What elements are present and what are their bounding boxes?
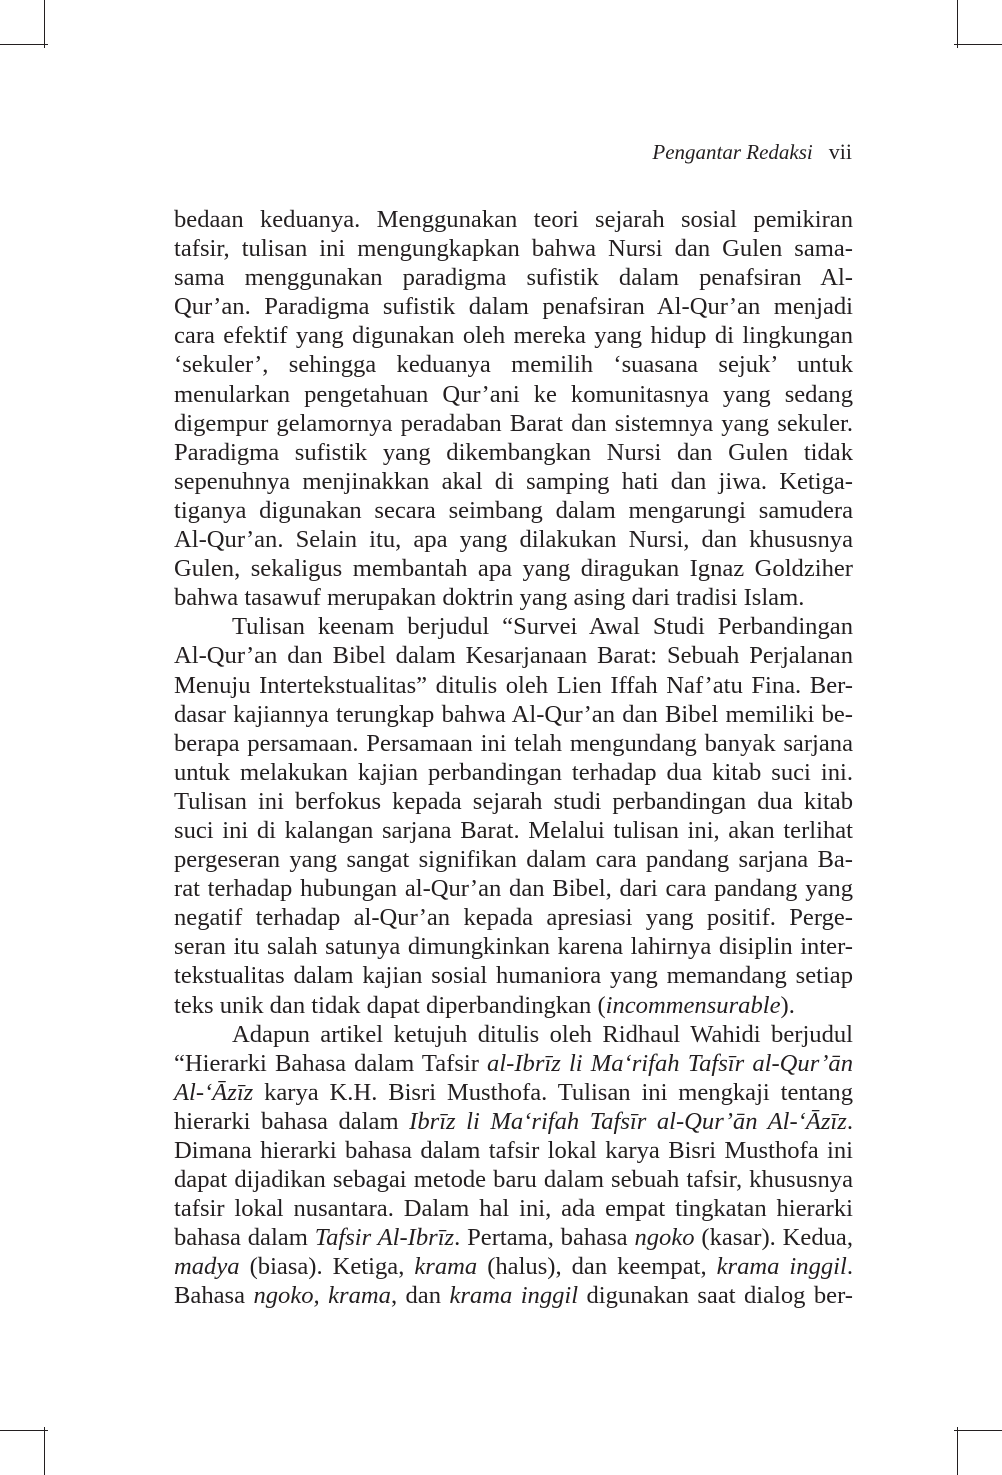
text-line: sama menggunakan paradigma sufistik dalam penafsiran Al- [174, 264, 853, 292]
italic-term: incommensurable [605, 991, 781, 1019]
italic-title: Tafsir Al-Ibrīz [314, 1224, 455, 1252]
text-line [174, 1078, 853, 1107]
text-line: pergeseran yang sangat signifikan dalam cara pandang sarjana Ba- [174, 846, 853, 874]
text-run: . [846, 1107, 853, 1135]
text-run: bahasa dalam [174, 1224, 315, 1252]
running-head-title: Pengantar Redaksi [652, 140, 813, 164]
text-line: negatif terhadap al-Qur’an kepada apresiasi yang positif. Perge- [174, 904, 853, 932]
text-line: Al-Qur’an. Selain itu, apa yang dilakukan Nursi, dan khususnya [174, 526, 853, 554]
text-line [174, 1107, 853, 1136]
italic-term: ngoko [634, 1224, 695, 1252]
text-line [174, 991, 853, 1020]
text-run: (kasar). Kedua, [694, 1224, 853, 1252]
text-line [174, 1281, 853, 1310]
text-run: teks unik dan tidak dapat diperbandingkan ( [174, 991, 606, 1019]
text-run: ). [780, 991, 795, 1019]
text-line: tafsir lokal nusantara. Dalam hal ini, ada empat tingkatan hierarki [174, 1195, 853, 1223]
crop-mark [957, 1427, 958, 1475]
italic-title: Ibrīz li Ma‘rifah Tafsīr al-Qur’ān Al-‘Āzīz [409, 1107, 847, 1135]
text-run: , dan [390, 1282, 450, 1310]
crop-mark [954, 44, 1002, 45]
text-run: hierarki bahasa dalam [174, 1107, 410, 1135]
italic-term: ngoko, krama [253, 1282, 391, 1310]
text-run: digunakan saat dialog ber- [578, 1282, 853, 1310]
crop-mark [957, 0, 958, 48]
text-line: seran itu salah satunya dimungkinkan karena lahirnya disiplin inter- [174, 933, 853, 961]
text-line: bedaan keduanya. Menggunakan teori sejarah sosial pemikiran [174, 206, 853, 233]
crop-mark [0, 44, 48, 45]
crop-mark [954, 1430, 1002, 1431]
page-number: vii [828, 139, 852, 164]
italic-term: krama inggil [449, 1282, 579, 1310]
text-line: digempur gelamornya peradaban Barat dan sistemnya yang sekuler. [174, 409, 853, 437]
text-line: tekstualitas dalam kajian sosial humaniora yang memandang setiap [174, 962, 853, 990]
text-line: Qur’an. Paradigma sufistik dalam penafsiran Al-Qur’an menjadi [174, 293, 853, 321]
text-run: “Hierarki Bahasa dalam Tafsir [174, 1049, 488, 1077]
text-line: Gulen, sekaligus membantah apa yang diragukan Ignaz Goldziher [174, 555, 853, 583]
text-line: Al-Qur’an dan Bibel dalam Kesarjanaan Barat: Sebuah Perjalanan [174, 642, 853, 670]
text-run: (halus), dan keempat, [477, 1253, 717, 1281]
text-line: rat terhadap hubungan al-Qur’an dan Bibel, dari cara pandang yang [174, 875, 853, 903]
text-line: Menuju Intertekstualitas” ditulis oleh Lien Iffah Naf’atu Fina. Ber- [174, 671, 853, 699]
text-line: Tulisan ini berfokus kepada sejarah studi perbandingan dua kitab [174, 787, 853, 815]
body-text [174, 205, 853, 1311]
text-line: suci ini di kalangan sarjana Barat. Melalui tulisan ini, akan terlihat [174, 816, 853, 844]
text-line [174, 1049, 853, 1078]
text-line: Adapun artikel ketujuh ditulis oleh Ridhaul Wahidi berjudul [232, 1020, 853, 1048]
text-line: berapa persamaan. Persamaan ini telah mengundang banyak sarjana [174, 729, 853, 757]
crop-mark [0, 1430, 48, 1431]
running-head [652, 139, 852, 165]
text-line: Tulisan keenam berjudul “Survei Awal Studi Perbandingan [232, 613, 853, 641]
text-run: Bahasa [174, 1282, 254, 1310]
text-line: menularkan pengetahuan Qur’ani ke komunitasnya yang sedang [174, 380, 853, 408]
italic-term: krama [414, 1253, 478, 1281]
text-line: bahwa tasawuf merupakan doktrin yang asing dari tradisi Islam. [174, 584, 805, 612]
crop-mark [44, 1427, 45, 1475]
text-line [174, 1252, 853, 1281]
text-run: . [846, 1253, 853, 1281]
crop-mark [44, 0, 45, 48]
text-line: Paradigma sufistik yang dikembangkan Nursi dan Gulen tidak [174, 438, 853, 466]
text-line: cara efektif yang digunakan oleh mereka yang hidup di lingkungan [174, 322, 853, 350]
text-line: tafsir, tulisan ini mengungkapkan bahwa Nursi dan Gulen sama- [174, 235, 853, 263]
text-line: tiganya digunakan secara seimbang dalam mengarungi samudera [174, 496, 853, 524]
text-run: . Pertama, bahasa [454, 1224, 635, 1252]
italic-title: al-Ibrīz li Ma‘rifah Tafsīr al-Qur’ān [487, 1049, 853, 1077]
italic-title: Al-‘Āzīz [174, 1078, 254, 1106]
text-line [174, 1223, 853, 1252]
text-line: untuk melakukan kajian perbandingan terhadap dua kitab suci ini. [174, 758, 853, 786]
text-line: dapat dijadikan sebagai metode baru dalam sebuah tafsir, khususnya [174, 1166, 853, 1194]
text-run: (biasa). Ketiga, [239, 1253, 415, 1281]
text-line: ‘sekuler’, sehingga keduanya memilih ‘suasana sejuk’ untuk [174, 351, 853, 379]
text-line: sepenuhnya menjinakkan akal di samping hati dan jiwa. Ketiga- [174, 467, 853, 495]
italic-term: madya [174, 1253, 240, 1281]
text-line: Dimana hierarki bahasa dalam tafsir lokal karya Bisri Musthofa ini [174, 1137, 853, 1164]
italic-term: krama inggil [716, 1253, 847, 1281]
text-run: karya K.H. Bisri Musthofa. Tulisan ini mengkaji tentang [253, 1078, 853, 1106]
text-line: dasar kajiannya terungkap bahwa Al-Qur’an dan Bibel memiliki be- [174, 700, 853, 728]
